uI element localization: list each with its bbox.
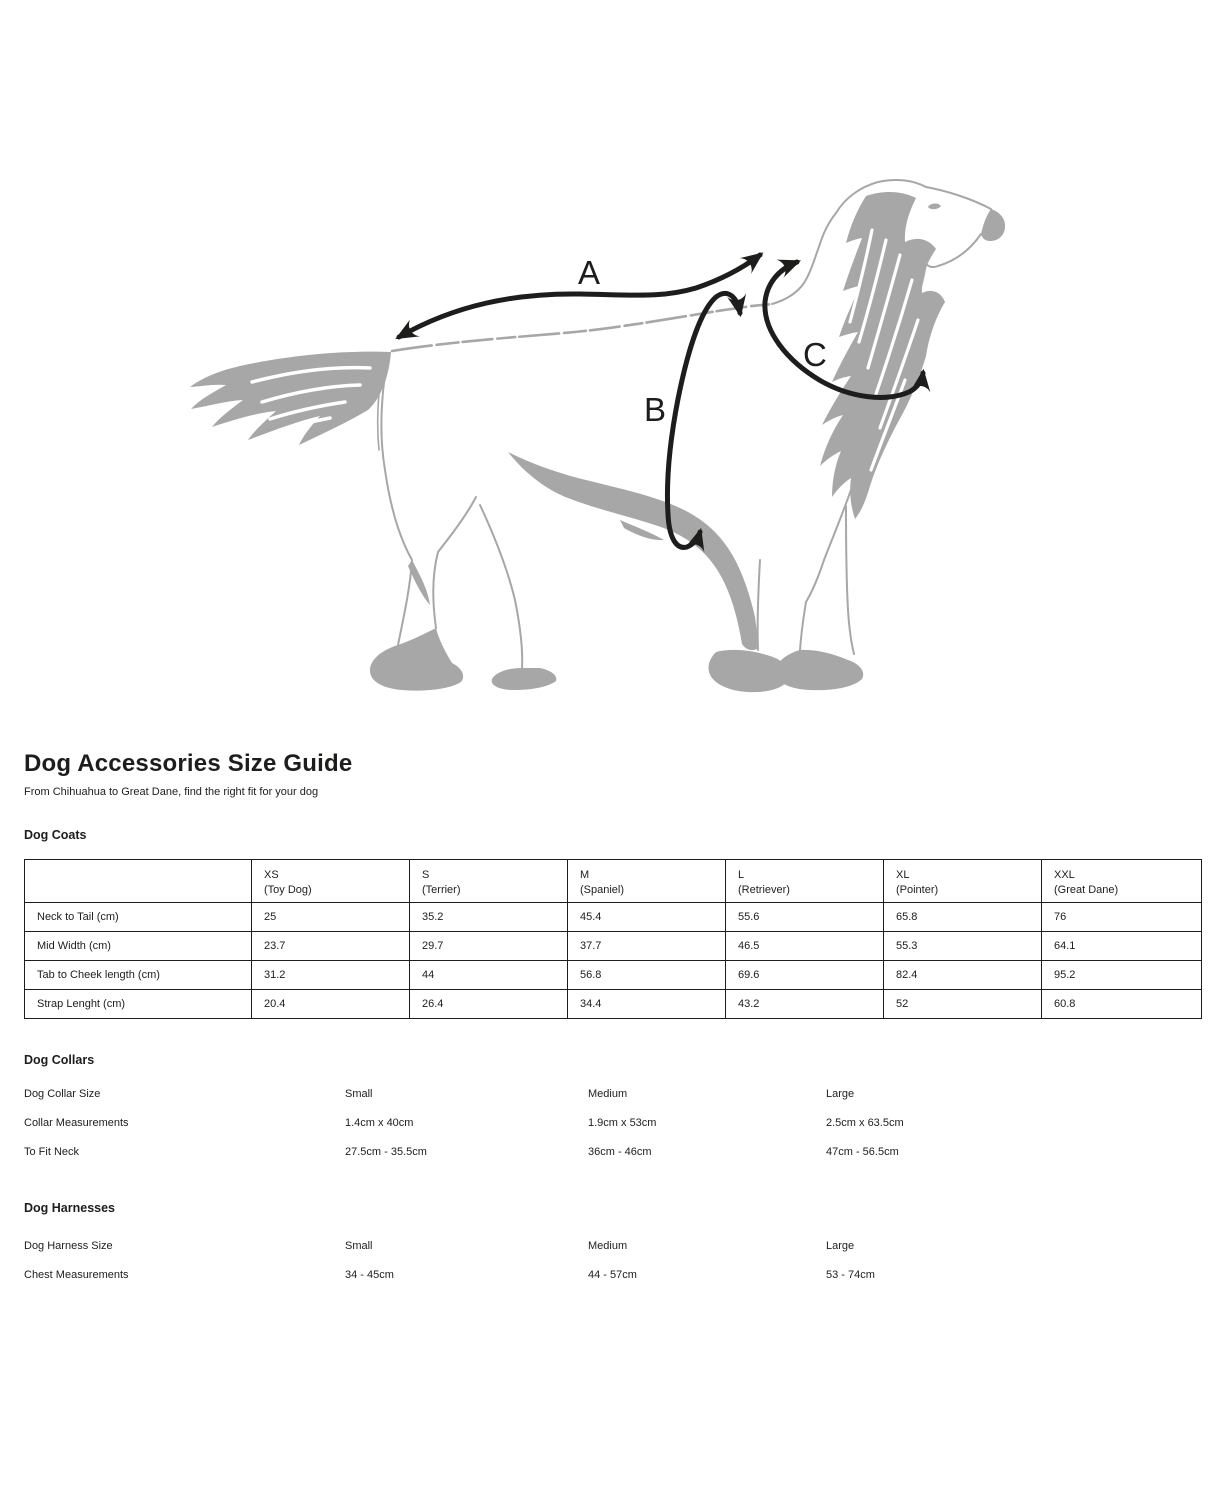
cell-value: 95.2 <box>1042 961 1202 990</box>
row-label: Neck to Tail (cm) <box>25 903 252 932</box>
row-label: Dog Harness Size <box>24 1240 113 1252</box>
value-small: 34 - 45cm <box>345 1269 394 1281</box>
coats-header-m <box>568 860 726 903</box>
dog-harnesses-rows <box>24 1237 1201 1295</box>
size-breed: (Toy Dog) <box>264 884 312 896</box>
value-large: Large <box>826 1088 855 1100</box>
value-medium: 1.9cm x 53cm <box>588 1117 657 1129</box>
cell-value: 65.8 <box>884 903 1042 932</box>
dog-hind-foot <box>370 628 463 691</box>
page-subtitle: From Chihuahua to Great Dane, find the right fit for your dog <box>24 786 319 798</box>
cell-value: 20.4 <box>252 990 410 1019</box>
cell-value: 55.3 <box>884 932 1042 961</box>
section-dog-harnesses <box>24 1201 1201 1295</box>
row-label: Dog Collar Size <box>24 1088 101 1100</box>
row-label: Collar Measurements <box>24 1117 129 1129</box>
cell-value: 29.7 <box>410 932 568 961</box>
coats-row-tab-to-cheek <box>25 961 1202 990</box>
cell-value: 82.4 <box>884 961 1042 990</box>
coats-header-xl <box>884 860 1042 903</box>
measurement-labels <box>578 254 827 428</box>
cell-value: 25 <box>252 903 410 932</box>
size-code: XXL <box>1054 869 1075 881</box>
value-small: 1.4cm x 40cm <box>345 1117 414 1129</box>
dog-coats-heading: Dog Coats <box>24 828 87 842</box>
cell-value: 44 <box>410 961 568 990</box>
coats-header-xxl <box>1042 860 1202 903</box>
size-guide-content <box>0 750 1225 1295</box>
cell-value: 52 <box>884 990 1042 1019</box>
cell-value: 45.4 <box>568 903 726 932</box>
value-small: 27.5cm - 35.5cm <box>345 1146 427 1158</box>
coats-row-strap-length <box>25 990 1202 1019</box>
cell-value: 34.4 <box>568 990 726 1019</box>
dog-far-front-foot <box>709 650 791 692</box>
page-title: Dog Accessories Size Guide <box>24 750 353 777</box>
value-small: Small <box>345 1088 373 1100</box>
row-label: Tab to Cheek length (cm) <box>25 961 252 990</box>
section-dog-coats <box>24 828 1201 1019</box>
value-medium: Medium <box>588 1088 628 1100</box>
cell-value: 43.2 <box>726 990 884 1019</box>
coats-row-mid-width <box>25 932 1202 961</box>
coats-header-l <box>726 860 884 903</box>
size-code: S <box>422 869 430 881</box>
dog-nose <box>981 209 1005 241</box>
label-b: B <box>644 391 667 428</box>
dog-coats-table <box>24 859 1202 1019</box>
label-a: A <box>578 254 601 291</box>
size-breed: (Great Dane) <box>1054 884 1119 896</box>
cell-value: 56.8 <box>568 961 726 990</box>
size-code: M <box>580 869 590 881</box>
cell-value: 23.7 <box>252 932 410 961</box>
coats-header-row <box>25 860 1202 903</box>
cell-value: 26.4 <box>410 990 568 1019</box>
value-medium: 36cm - 46cm <box>588 1146 652 1158</box>
coats-header-xs <box>252 860 410 903</box>
dog-collars-heading: Dog Collars <box>24 1053 95 1067</box>
row-label: To Fit Neck <box>24 1146 80 1158</box>
value-medium: 44 - 57cm <box>588 1269 637 1281</box>
value-medium: Medium <box>588 1240 628 1252</box>
row-label: Mid Width (cm) <box>25 932 252 961</box>
dog-eye <box>928 203 941 209</box>
coats-header-s <box>410 860 568 903</box>
size-breed: (Pointer) <box>896 884 939 896</box>
cell-value: 31.2 <box>252 961 410 990</box>
dog-far-hind-foot <box>492 668 557 690</box>
cell-value: 35.2 <box>410 903 568 932</box>
cell-value: 46.5 <box>726 932 884 961</box>
dog-ear-fur <box>820 192 945 519</box>
cell-value: 64.1 <box>1042 932 1202 961</box>
section-dog-collars <box>24 1053 1201 1172</box>
size-breed: (Terrier) <box>422 884 461 896</box>
size-code: L <box>738 869 745 881</box>
dog-belly-fur <box>508 452 759 650</box>
value-large: Large <box>826 1240 855 1252</box>
dog-back-line <box>392 304 772 351</box>
row-label: Chest Measurements <box>24 1269 129 1281</box>
dog-tail <box>190 352 391 445</box>
size-code: XL <box>896 869 910 881</box>
value-large: 47cm - 56.5cm <box>826 1146 899 1158</box>
cell-value: 69.6 <box>726 961 884 990</box>
cell-value: 60.8 <box>1042 990 1202 1019</box>
cell-value: 76 <box>1042 903 1202 932</box>
size-breed: (Retriever) <box>738 884 790 896</box>
harness-size-row <box>24 1237 1201 1266</box>
coats-row-neck-to-tail <box>25 903 1202 932</box>
label-c: C <box>803 336 827 373</box>
value-small: Small <box>345 1240 373 1252</box>
row-label: Strap Lenght (cm) <box>25 990 252 1019</box>
cell-value: 55.6 <box>726 903 884 932</box>
harness-chest-row <box>24 1266 1201 1295</box>
dog-harnesses-heading: Dog Harnesses <box>24 1201 116 1215</box>
dog-collars-rows <box>24 1085 1201 1172</box>
dog-measurement-diagram <box>0 0 1225 738</box>
value-large: 53 - 74cm <box>826 1269 875 1281</box>
value-large: 2.5cm x 63.5cm <box>826 1117 904 1129</box>
collar-fit-neck-row <box>24 1143 1201 1172</box>
size-code: XS <box>264 869 279 881</box>
collar-size-row <box>24 1085 1201 1114</box>
cell-value: 37.7 <box>568 932 726 961</box>
collar-measurements-row <box>24 1114 1201 1143</box>
size-breed: (Spaniel) <box>580 884 625 896</box>
coats-header-empty <box>25 860 252 903</box>
